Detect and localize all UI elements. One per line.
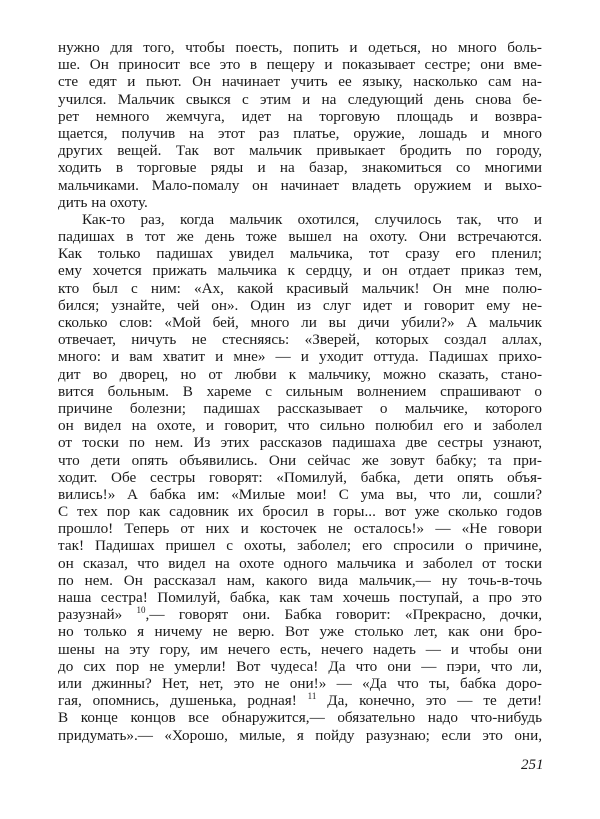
paragraph-1	[58, 39, 542, 211]
footnote-marker-10[interactable]: 10	[136, 605, 146, 616]
text-line: сколько слов: «Мой бей, много ли вы дичи убили?» А мальчик	[58, 314, 542, 331]
text-line: вится больным. В хареме с сильным волнением спрашивают о	[58, 382, 542, 400]
text-line: С тех пор как садовник их бросил в горы... вот уже сколько годов	[58, 503, 542, 521]
text-line: Как-то раз, когда мальчик охотился, случилось так, что и	[82, 210, 542, 228]
text-line: сте едят и пьют. Он начинает учить ее языку, насколько сам на-	[58, 73, 542, 91]
text-line: наша сестра! Помилуй, бабка, как там хочешь поступай, а про это	[58, 589, 542, 606]
text-line: ходить в торговые ряды и на базар, знакомиться со многими	[58, 159, 542, 177]
page-number: 251	[521, 757, 544, 773]
text-line: он сказал, что видел на охоте одного мальчика и заболел от тоски	[58, 554, 542, 572]
text-line: много: и вам хватит и мне» — и уходит оттуда. Падишах прихо-	[58, 348, 542, 366]
text-line-with-footnote	[58, 692, 542, 709]
text-line-with-footnote	[58, 606, 542, 623]
text-line: дит во дворец, но от любви к мальчику, можно сказать, стано-	[58, 365, 542, 383]
text-line: Как только падишах увидел мальчика, тот сразу его пленил;	[58, 245, 542, 263]
text-fragment: ,— говорят они. Бабка говорит: «Прекрасно, дочки,	[145, 606, 543, 624]
text-fragment: разузнай»	[58, 606, 137, 624]
text-line: он видел на охоте, и говорит, что сильно полюбил его и заболел	[58, 417, 542, 435]
text-fragment: Да, конечно, это — те дети!	[316, 692, 542, 710]
text-line: ходит. Обе сестры говорят: «Помилуй, бабка, дети опять объя-	[58, 468, 542, 486]
book-page-text	[58, 39, 542, 744]
text-line: дить на охоту.	[58, 193, 148, 211]
text-line: других вещей. Так вот мальчик привыкает бродить по городу,	[58, 142, 542, 160]
text-line: причине болезни; падишах рассказывает о мальчике, которого	[58, 399, 542, 417]
text-line: до сих пор не умерли! Вот чудеса! Да что они — пэри, что ли,	[58, 657, 542, 675]
text-line: придумать».— «Хорошо, милые, я пойду разузнаю; если это они,	[58, 726, 542, 744]
text-line: нужно для того, чтобы поесть, попить и одеться, но много боль-	[58, 39, 542, 56]
text-line: падишах в тот же день тоже вышел на охоту. Они встречаются.	[58, 228, 542, 246]
text-line: ему хочется прижать мальчика к сердцу, и он отдает приказ тем,	[58, 262, 542, 280]
paragraph-2	[58, 211, 542, 744]
text-line: или джинны? Нет, нет, это не они!» — «Да что ты, бабка доро-	[58, 674, 542, 692]
text-line: так! Падишах пришел с охоты, заболел; его спросили о причине,	[58, 537, 542, 555]
text-line: кто был с ним: «Ах, какой красивый мальчик! Он мне полю-	[58, 279, 542, 297]
text-line: прошло! Теперь от них и косточек не осталось!» — «Не говори	[58, 520, 542, 538]
text-line: ше. Он приносит все это в пещеру и показывает сестре; они вме-	[58, 56, 542, 74]
text-line: вились!» А бабка им: «Милые мои! С ума вы, что ли, сошли?	[58, 485, 542, 503]
text-line: В конце концов все обнаружится,— обязательно надо что-нибудь	[58, 709, 542, 727]
text-line: что дети опять объявились. Они сейчас же зовут бабку; та при-	[58, 451, 542, 469]
text-line: рет немного жемчуга, идет на торговую площадь и возвра-	[58, 107, 542, 125]
text-line: по нем. Он рассказал нам, какого вида мальчик,— ну точь-в-точь	[58, 571, 542, 589]
text-line: щается, получив на этот раз платье, оружие, лошадь и много	[58, 124, 542, 142]
text-line: бился; узнайте, чей он». Один из слуг идет и говорит ему не-	[58, 296, 542, 314]
text-line: учился. Мальчик свыкся с этим и на следующий день снова бе-	[58, 90, 542, 108]
text-line: шены на эту гору, им нечего есть, нечего надеть — и чтобы они	[58, 640, 542, 658]
text-line: от тоски по нем. Из этих рассказов падишаха две сестры узнают,	[58, 434, 542, 452]
text-line: отвечает, ничуть не стесняясь: «Зверей, которых создал аллах,	[58, 331, 542, 349]
footnote-marker-11[interactable]: 11	[307, 691, 317, 702]
text-line: мальчиками. Мало-помалу он начинает владеть оружием и выхо-	[58, 176, 542, 194]
text-line: но только я ничему не верю. Вот уже столько лет, как они бро-	[58, 623, 542, 641]
text-fragment: гая, опомнись, душенька, родная!	[58, 692, 308, 710]
